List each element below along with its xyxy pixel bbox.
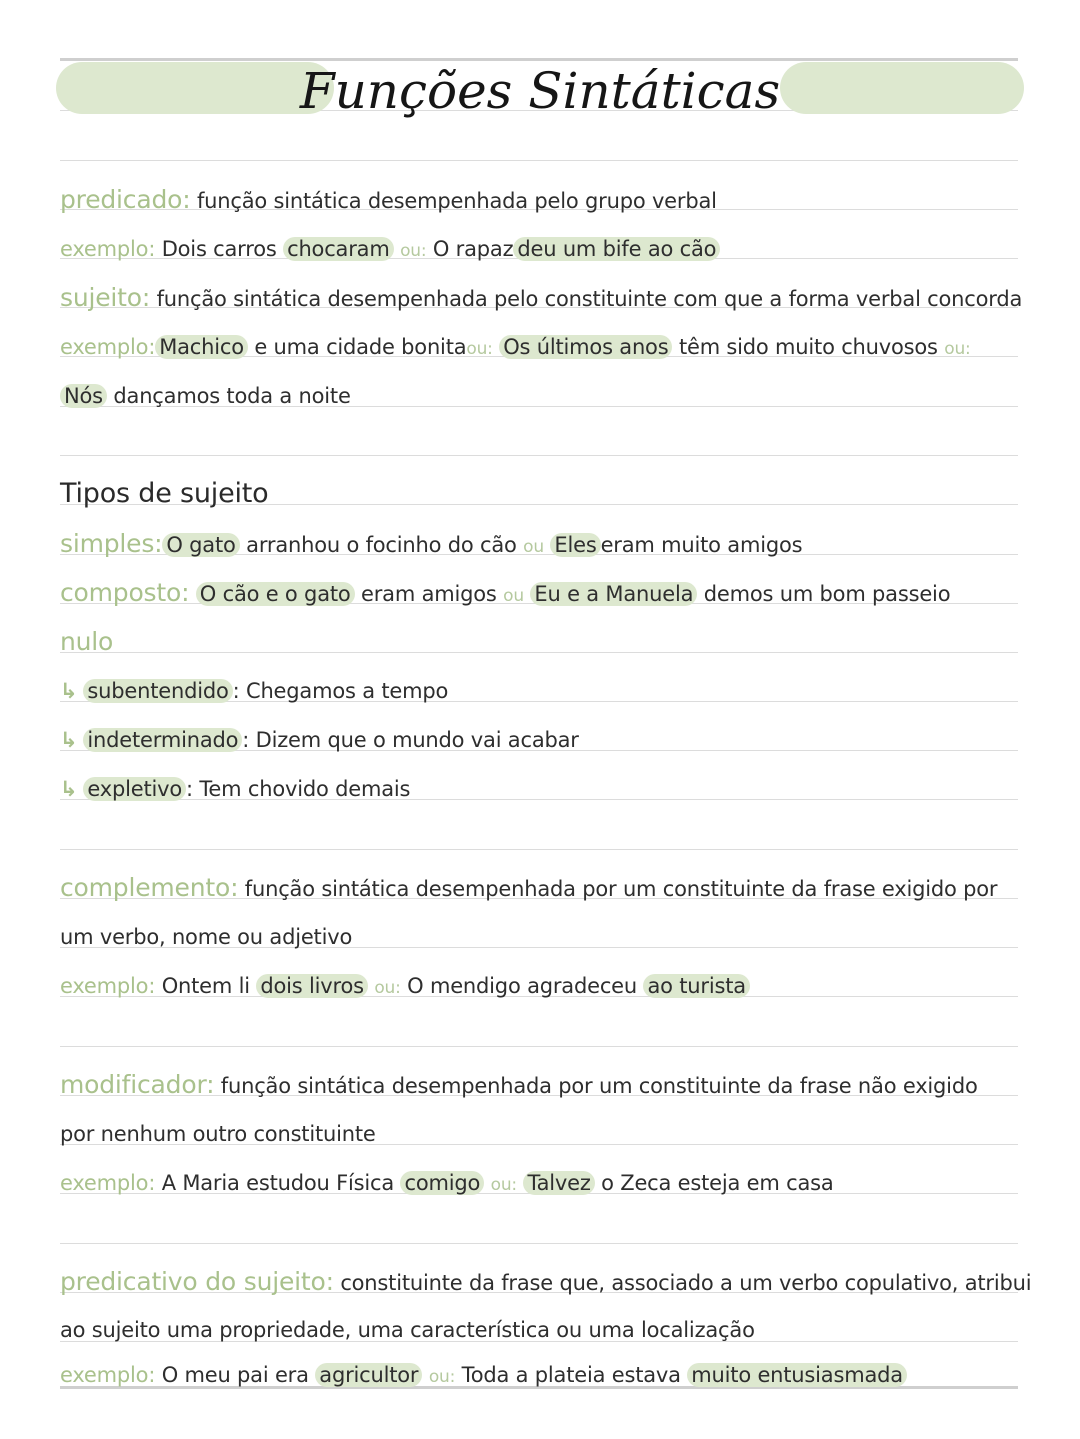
highlight: Talvez	[523, 1171, 594, 1195]
ruled-line	[60, 1046, 1018, 1047]
highlight: O cão e o gato	[196, 582, 355, 606]
subentendido-line	[60, 673, 1035, 709]
example-text: o Zeca esteja em casa	[601, 1171, 834, 1195]
page-title: Funções Sintáticas	[299, 62, 781, 120]
example-text: : Tem chovido demais	[186, 777, 411, 801]
sujeito-definition: função sintática desempenhada pelo constituinte com que a forma verbal concorda	[156, 287, 1023, 311]
highlight: indeterminado	[83, 728, 242, 752]
example-text: e uma cidade bonita	[254, 335, 467, 359]
sujeito-definition-line	[60, 280, 1035, 316]
composto-label: composto:	[60, 578, 190, 607]
highlight: agricultor	[315, 1363, 422, 1387]
example-label: exemplo:	[60, 1171, 156, 1195]
highlight: chocaram	[283, 237, 393, 261]
ou-label: ou:	[944, 339, 971, 359]
highlight: dois livros	[256, 974, 368, 998]
modificador-definition: função sintática desempenhada por um constituinte da frase não exigido	[220, 1074, 978, 1098]
composto-line	[60, 575, 1035, 611]
predicativo-definition: ao sujeito uma propriedade, uma característica ou uma localização	[60, 1318, 755, 1342]
example-text: arranhou o focinho do cão	[246, 533, 517, 557]
tipos-heading: Tipos de sujeito	[60, 478, 269, 509]
example-text: O mendigo agradeceu	[407, 974, 637, 998]
ou-label: ou:	[400, 241, 427, 261]
modificador-example-line	[60, 1165, 1035, 1201]
ruled-line	[60, 455, 1018, 456]
predicativo-definition-line	[60, 1264, 1035, 1300]
example-label: exemplo:	[60, 237, 156, 261]
ou-label: ou:	[428, 1367, 456, 1387]
ruled-line	[60, 1243, 1018, 1244]
example-text: O meu pai era	[161, 1363, 309, 1387]
example-text: O rapaz	[432, 237, 514, 261]
ou-label: ou:	[466, 339, 493, 359]
nulo-label: nulo	[60, 627, 114, 656]
modificador-label: modificador:	[60, 1070, 215, 1099]
example-text: : Dizem que o mundo vai acabar	[242, 728, 579, 752]
sujeito-example-line-2	[60, 378, 1035, 414]
arrow-icon: ↳	[60, 777, 78, 801]
predicado-definition: função sintática desempenhada pelo grupo verbal	[196, 189, 717, 213]
example-text: dançamos toda a noite	[113, 384, 351, 408]
highlight: O gato	[162, 533, 239, 557]
highlight: comigo	[400, 1171, 484, 1195]
ruled-line	[60, 160, 1018, 161]
example-text: Ontem li	[161, 974, 250, 998]
expletivo-line	[60, 771, 1035, 807]
complemento-example-line	[60, 968, 1035, 1004]
ou-label: ou	[503, 586, 524, 606]
example-text: Toda a plateia estava	[461, 1363, 681, 1387]
ou-label: ou:	[374, 978, 401, 998]
highlight: Nós	[60, 384, 107, 408]
highlight: ao turista	[643, 974, 749, 998]
arrow-icon: ↳	[60, 679, 78, 703]
highlight: muito entusiasmada	[687, 1363, 907, 1387]
complemento-definition-line	[60, 870, 1035, 906]
predicativo-definition-line-2	[60, 1312, 1035, 1348]
highlight: deu um bife ao cão	[513, 237, 720, 261]
highlight: Eu e a Manuela	[530, 582, 697, 606]
example-text: eram muito amigos	[600, 533, 803, 557]
nulo-line	[60, 624, 1035, 660]
highlight: subentendido	[83, 679, 232, 703]
ou-label: ou	[523, 537, 544, 557]
sujeito-label: sujeito:	[60, 283, 151, 312]
predicado-example-line	[60, 231, 1035, 267]
indeterminado-line	[60, 722, 1035, 758]
example-text: eram amigos	[361, 582, 497, 606]
modificador-definition-line	[60, 1067, 1035, 1103]
highlight: Eles	[550, 533, 600, 557]
predicativo-label: predicativo do sujeito:	[60, 1267, 334, 1296]
highlight: expletivo	[83, 777, 186, 801]
modificador-definition-line-2	[60, 1116, 1035, 1152]
ruled-line	[60, 849, 1018, 850]
predicativo-example-line	[60, 1357, 1035, 1393]
predicado-definition-line	[60, 182, 1035, 218]
arrow-icon: ↳	[60, 728, 78, 752]
modificador-definition: por nenhum outro constituinte	[60, 1122, 376, 1146]
ou-label: ou:	[490, 1175, 517, 1195]
predicativo-definition: constituinte da frase que, associado a um verbo copulativo, atribui	[340, 1271, 1032, 1295]
example-text: Dois carros	[161, 237, 277, 261]
complemento-label: complemento:	[60, 873, 239, 902]
simples-line	[60, 526, 1035, 562]
example-text: têm sido muito chuvosos	[678, 335, 938, 359]
complemento-definition-line-2	[60, 919, 1035, 955]
predicado-label: predicado:	[60, 185, 191, 214]
complemento-definition: função sintática desempenhada por um constituinte da frase exigido por	[244, 877, 998, 901]
example-text: A Maria estudou Física	[161, 1171, 394, 1195]
simples-label: simples:	[60, 529, 163, 558]
example-label: exemplo:	[60, 335, 156, 359]
example-label: exemplo:	[60, 974, 156, 998]
example-text: demos um bom passeio	[703, 582, 951, 606]
example-label: exemplo:	[60, 1363, 156, 1387]
highlight: Machico	[155, 335, 248, 359]
complemento-definition: um verbo, nome ou adjetivo	[60, 925, 353, 949]
example-text: : Chegamos a tempo	[232, 679, 449, 703]
sujeito-example-line	[60, 329, 1035, 365]
highlight: Os últimos anos	[499, 335, 672, 359]
